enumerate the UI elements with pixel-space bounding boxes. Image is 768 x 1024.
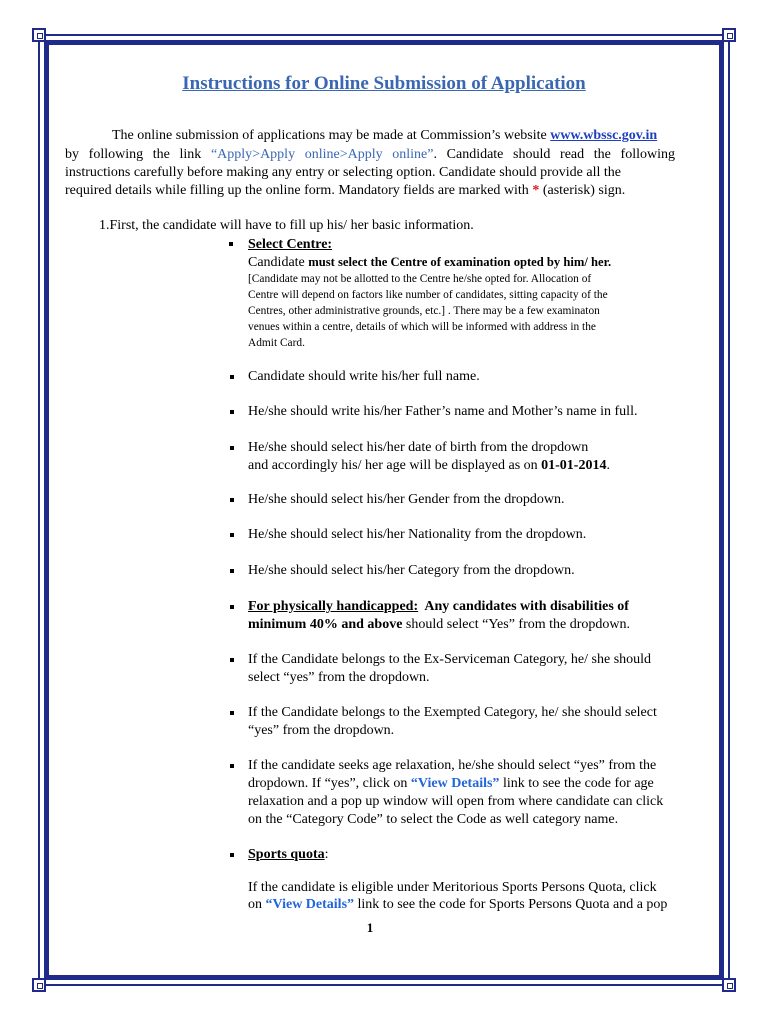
intro-line-2 bbox=[65, 146, 675, 164]
intro-line-1 bbox=[112, 127, 657, 145]
website-link[interactable]: www.wbssc.gov.in bbox=[550, 128, 658, 143]
select-centre-heading: Select Centre: bbox=[248, 237, 333, 252]
bullet-gender: He/she should select his/her Gender from the dropdown. bbox=[248, 492, 565, 507]
select-centre-emphasis: must select the Centre of examination opted by him/ her. bbox=[308, 255, 612, 269]
select-centre-note: Centre will depend on factors like number of candidates, sitting capacity of the bbox=[248, 289, 608, 301]
sports-heading: Sports quota bbox=[248, 847, 325, 862]
bullet-icon bbox=[230, 446, 234, 450]
sports-text: link to see the code for Sports Persons Quota and a pop bbox=[354, 897, 668, 912]
select-centre-note: venues within a centre, details of which will be informed with address in the bbox=[248, 321, 596, 333]
intro-text: (asterisk) sign. bbox=[539, 183, 626, 198]
intro-line-3: instructions carefully before making any entry or selecting option. Candidate should provide all the bbox=[65, 165, 621, 180]
apply-online-link[interactable]: “Apply>Apply online>Apply online” bbox=[210, 147, 434, 162]
intro-text: by following the link bbox=[65, 147, 211, 162]
sports-quota-line-2 bbox=[248, 896, 667, 914]
bullet-exempted: If the Candidate belongs to the Exempted Category, he/ she should select bbox=[248, 705, 657, 720]
bullet-dob: He/she should select his/her date of birth from the dropdown bbox=[248, 440, 589, 455]
bullet-icon bbox=[230, 764, 234, 768]
sports-quota-line-1: If the candidate is eligible under Meritorious Sports Persons Quota, click bbox=[248, 880, 657, 895]
bullet-category: He/she should select his/her Category from the dropdown. bbox=[248, 563, 575, 578]
bullet-age-relaxation-2 bbox=[248, 775, 654, 793]
dob-text: and accordingly his/ her age will be displayed as on bbox=[248, 458, 542, 473]
sports-text: on bbox=[248, 897, 266, 912]
intro-text: The online submission of applications may be made at Commission’s website bbox=[112, 128, 551, 143]
select-centre-text: Candidate bbox=[248, 255, 309, 270]
bullet-icon bbox=[230, 533, 234, 537]
border-corner-ornament bbox=[32, 978, 46, 992]
intro-line-4 bbox=[65, 182, 625, 200]
bullet-physically-handicapped bbox=[248, 598, 629, 616]
bullet-nationality: He/she should select his/her Nationality from the dropdown. bbox=[248, 527, 587, 542]
age-text: dropdown. If “yes”, click on bbox=[248, 776, 411, 791]
step-1-text: 1.First, the candidate will have to fill up his/ her basic information. bbox=[99, 218, 474, 233]
bullet-icon bbox=[230, 375, 234, 379]
border-corner-ornament bbox=[32, 28, 46, 42]
bullet-dob-age bbox=[248, 457, 610, 475]
bullet-age-relaxation: If the candidate seeks age relaxation, he/she should select “yes” from the bbox=[248, 758, 657, 773]
ph-text: Any candidates with disabilities of bbox=[418, 599, 629, 614]
intro-text: . Candidate should read the following bbox=[433, 147, 675, 162]
view-details-link[interactable]: “View Details” bbox=[410, 776, 500, 791]
bullet-icon bbox=[230, 410, 234, 414]
page-number: 1 bbox=[366, 920, 374, 935]
select-centre-note: Centres, other administrative grounds, etc.] . There may be a few examinaton bbox=[248, 305, 600, 317]
border-corner-ornament bbox=[722, 978, 736, 992]
sports-quota-heading bbox=[248, 846, 329, 864]
bullet-icon bbox=[230, 569, 234, 573]
bullet-parents-name: He/she should write his/her Father’s name and Mother’s name in full. bbox=[248, 404, 638, 419]
age-text: link to see the code for age bbox=[499, 776, 654, 791]
select-centre-note: [Candidate may not be allotted to the Centre he/she opted for. Allocation of bbox=[248, 273, 592, 285]
border-corner-ornament bbox=[722, 28, 736, 42]
dob-text: . bbox=[606, 458, 610, 473]
bullet-icon bbox=[230, 498, 234, 502]
document-title: Instructions for Online Submission of Application bbox=[182, 73, 586, 94]
bullet-ex-serviceman: If the Candidate belongs to the Ex-Serviceman Category, he/ she should bbox=[248, 652, 652, 667]
ph-text: should select “Yes” from the dropdown. bbox=[402, 617, 631, 632]
view-details-link[interactable]: “View Details” bbox=[265, 897, 355, 912]
bullet-icon bbox=[230, 853, 234, 857]
ph-threshold: minimum 40% and above bbox=[248, 617, 403, 632]
sports-colon: : bbox=[324, 847, 329, 862]
bullet-icon bbox=[230, 605, 234, 609]
asterisk-mark: * bbox=[532, 183, 540, 198]
ph-heading: For physically handicapped: bbox=[248, 599, 419, 614]
bullet-icon bbox=[230, 711, 234, 715]
bullet-age-relaxation-3: relaxation and a pop up window will open from where candidate can click bbox=[248, 794, 664, 809]
bullet-ex-serviceman-2: select “yes” from the dropdown. bbox=[248, 670, 430, 685]
select-centre-line bbox=[248, 254, 611, 272]
bullet-ph-line-2 bbox=[248, 616, 630, 634]
bullet-icon bbox=[229, 242, 233, 246]
bullet-age-relaxation-4: on the “Category Code” to select the Code as well category name. bbox=[248, 812, 619, 827]
bullet-icon bbox=[230, 658, 234, 662]
bullet-full-name: Candidate should write his/her full name. bbox=[248, 369, 480, 384]
reference-date: 01-01-2014 bbox=[541, 458, 607, 473]
select-centre-note: Admit Card. bbox=[248, 337, 305, 349]
intro-text: required details while filling up the online form. Mandatory fields are marked with bbox=[65, 183, 533, 198]
bullet-exempted-2: “yes” from the dropdown. bbox=[248, 723, 395, 738]
